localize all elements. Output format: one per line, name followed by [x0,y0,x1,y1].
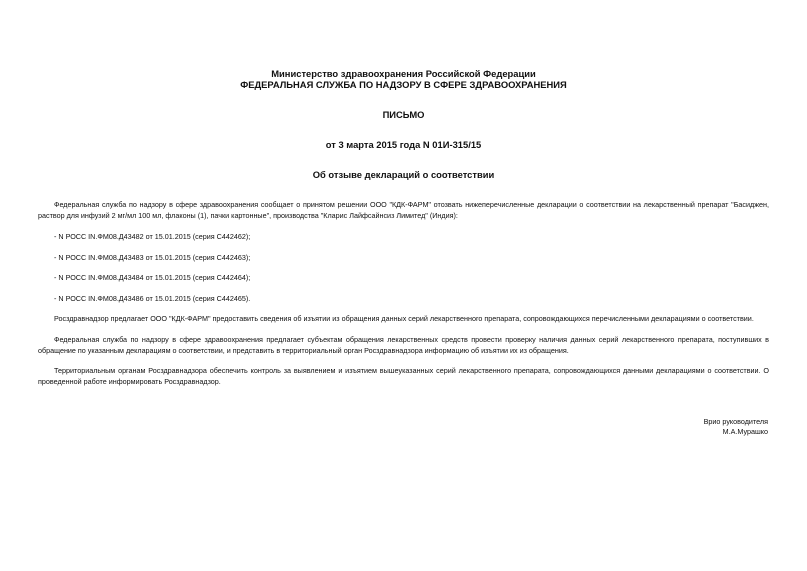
roszdrav-paragraph [38,314,769,325]
declaration-item [38,232,769,243]
document-subject: Об отзыве деклараций о соответствии [312,169,495,180]
intro-text: Федеральная служба по надзору в сфере здравоохранения сообщает о принятом решении ООО "КДК-ФАРМ" отозвать нижеперечисленные декларации о соответствии на лекарственный препарат "Басиджен, раствор для инфузий 2 мг/мл 100 мл, флаконы (1), пачки картонные", производства "Кларис Лайфсайнсиз Лимитед" (Индия): [38,200,769,220]
federal-service-text: Федеральная служба по надзору в сфере здравоохранения предлагает субъектам обращения лекарственных средств провести проверку наличия данных серий лекарственного препарата, поступивших в обращение по указанным декларациям о соответствии, и представить в территориальный орган Росздравнадзора информацию об изъятии их из обращения. [38,335,769,355]
service-name: ФЕДЕРАЛЬНАЯ СЛУЖБА ПО НАДЗОРУ В СФЕРЕ ЗДРАВООХРАНЕНИЯ [240,79,567,90]
ministry-name: Министерство здравоохранения Российской Федерации [271,68,536,79]
document-type: ПИСЬМО [382,109,425,120]
declaration-text: - N РОСС IN.ФМ08.Д43486 от 15.01.2015 (серия С442465). [54,294,251,303]
declaration-item [38,273,769,284]
signatory-name: М.А.Мурашко [722,427,768,436]
declaration-text: - N РОСС IN.ФМ08.Д43483 от 15.01.2015 (серия С442463); [54,253,251,262]
roszdrav-text: Росздравнадзор предлагает ООО "КДК-ФАРМ" предоставить сведения об изъятии из обращения данных серий лекарственного препарата, сопровождающихся перечисленными декларациями о соответствии. [54,314,754,323]
territorial-text: Территориальным органам Росздравнадзора обеспечить контроль за выявлением и изъятием вышеуказанных серий лекарственного препарата, сопровождающихся данными декларациями о соответствии. О проведенной работе информировать Росздравнадзор. [38,366,769,386]
territorial-paragraph [38,366,769,387]
declaration-item [38,253,769,264]
federal-service-paragraph [38,335,769,356]
declaration-item [38,294,769,305]
signatory-position: Врио руководителя [703,417,768,426]
intro-paragraph [38,200,769,221]
declaration-text: - N РОСС IN.ФМ08.Д43482 от 15.01.2015 (серия С442462); [54,232,251,241]
declaration-text: - N РОСС IN.ФМ08.Д43484 от 15.01.2015 (серия С442464); [54,273,251,282]
document-date-number: от 3 марта 2015 года N 01И-315/15 [325,139,482,150]
